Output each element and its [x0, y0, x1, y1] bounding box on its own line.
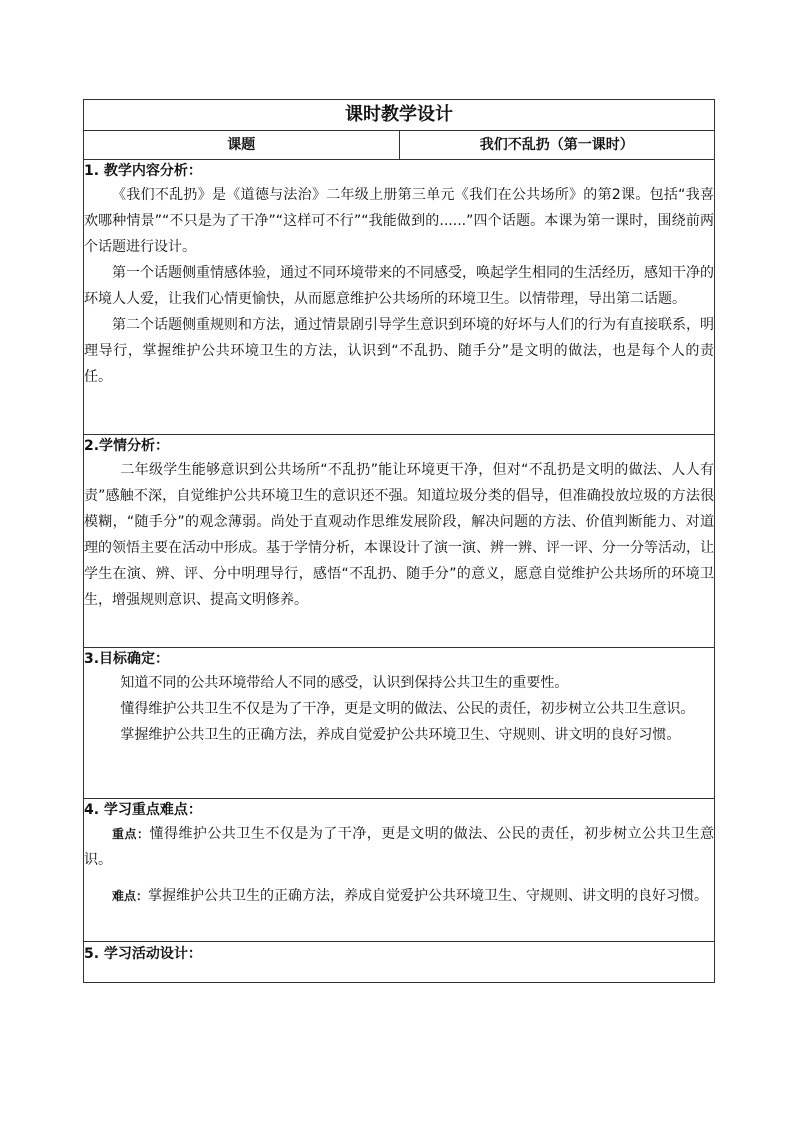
document-title: 课时教学设计: [84, 100, 715, 131]
key-point-text: 懂得维护公共卫生不仅是为了干净，更是文明的做法、公民的责任，初步树立公共卫生意识。: [84, 826, 714, 868]
section-heading: 3.目标确定：: [84, 651, 170, 667]
lesson-design-table: [83, 99, 715, 983]
paragraph: 《我们不乱扔》是《道德与法治》二年级上册第三单元《我们在公共场所》的第2课。包括“我喜欢哪种情景”“不只是为了干净”“这样可不行”“我能做到的......”四个话题。本课为第一课时，围绕前两个话题进行设计。: [84, 187, 714, 255]
paragraph: 知道不同的公共环境带给人不同的感受，认识到保持公共卫生的重要性。: [120, 675, 569, 691]
paragraph: 掌握维护公共卫生的正确方法，养成自觉爱护公共环境卫生、守规则、讲文明的良好习惯。: [120, 727, 681, 743]
section-learner-analysis: [84, 435, 715, 648]
difficult-point-text: 掌握维护公共卫生的正确方法，养成自觉爱护公共环境卫生、守规则、讲文明的良好习惯。: [148, 888, 709, 904]
section-activity-design: [84, 942, 715, 983]
section-heading: 5. 学习活动设计：: [84, 946, 202, 962]
key-point-paragraph: [84, 821, 714, 873]
paragraph: 第一个话题侧重情感体验，通过不同环境带来的不同感受，唤起学生相同的生活经历，感知干净的环境人人爱，让我们心情更愉快，从而愿意维护公共场所的环境卫生。以情带理，导出第二话题。: [84, 265, 714, 307]
topic-label: 课题: [84, 131, 400, 160]
topic-value: 我们不乱扔（第一课时）: [399, 131, 715, 160]
paragraph: 懂得维护公共卫生不仅是为了干净，更是文明的做法、公民的责任，初步树立公共卫生意识。: [120, 701, 695, 717]
section-objectives: [84, 648, 715, 799]
section-content-analysis: [84, 160, 715, 435]
section-heading: 2.学情分析：: [84, 438, 170, 454]
section-heading: 4. 学习重点难点：: [84, 802, 202, 818]
paragraph: 二年级学生能够意识到公共场所“不乱扔”能让环境更干净，但对“不乱扔是文明的做法、人人有责”感触不深，自觉维护公共环境卫生的意识还不强。知道垃圾分类的倡导，但准确投放垃圾的方法很模糊，“随手分”的观念薄弱。尚处于直观动作思维发展阶段，解决问题的方法、价值判断能力、对道理的领悟主要在活动中形成。基于学情分析，本课设计了演一演、辨一辨、评一评、分一分等活动，让学生在演、辨、评、分中明理导行，感悟“不乱扔、随手分”的意义，愿意自觉维护公共场所的环境卫生，增强规则意识、提高文明修养。: [84, 462, 714, 608]
section-key-difficult-points: [84, 799, 715, 942]
paragraph: 第二个话题侧重规则和方法，通过情景剧引导学生意识到环境的好坏与人们的行为有直接联系，明理导行，掌握维护公共环境卫生的方法，认识到“不乱扔、随手分”是文明的做法，也是每个人的责任。: [84, 317, 714, 385]
difficult-point-paragraph: [84, 883, 714, 909]
difficult-point-label: 难点：: [112, 889, 149, 903]
key-point-label: 重点：: [112, 827, 150, 841]
lesson-design-page: [83, 99, 715, 983]
section-heading: 1. 教学内容分析：: [84, 163, 202, 179]
